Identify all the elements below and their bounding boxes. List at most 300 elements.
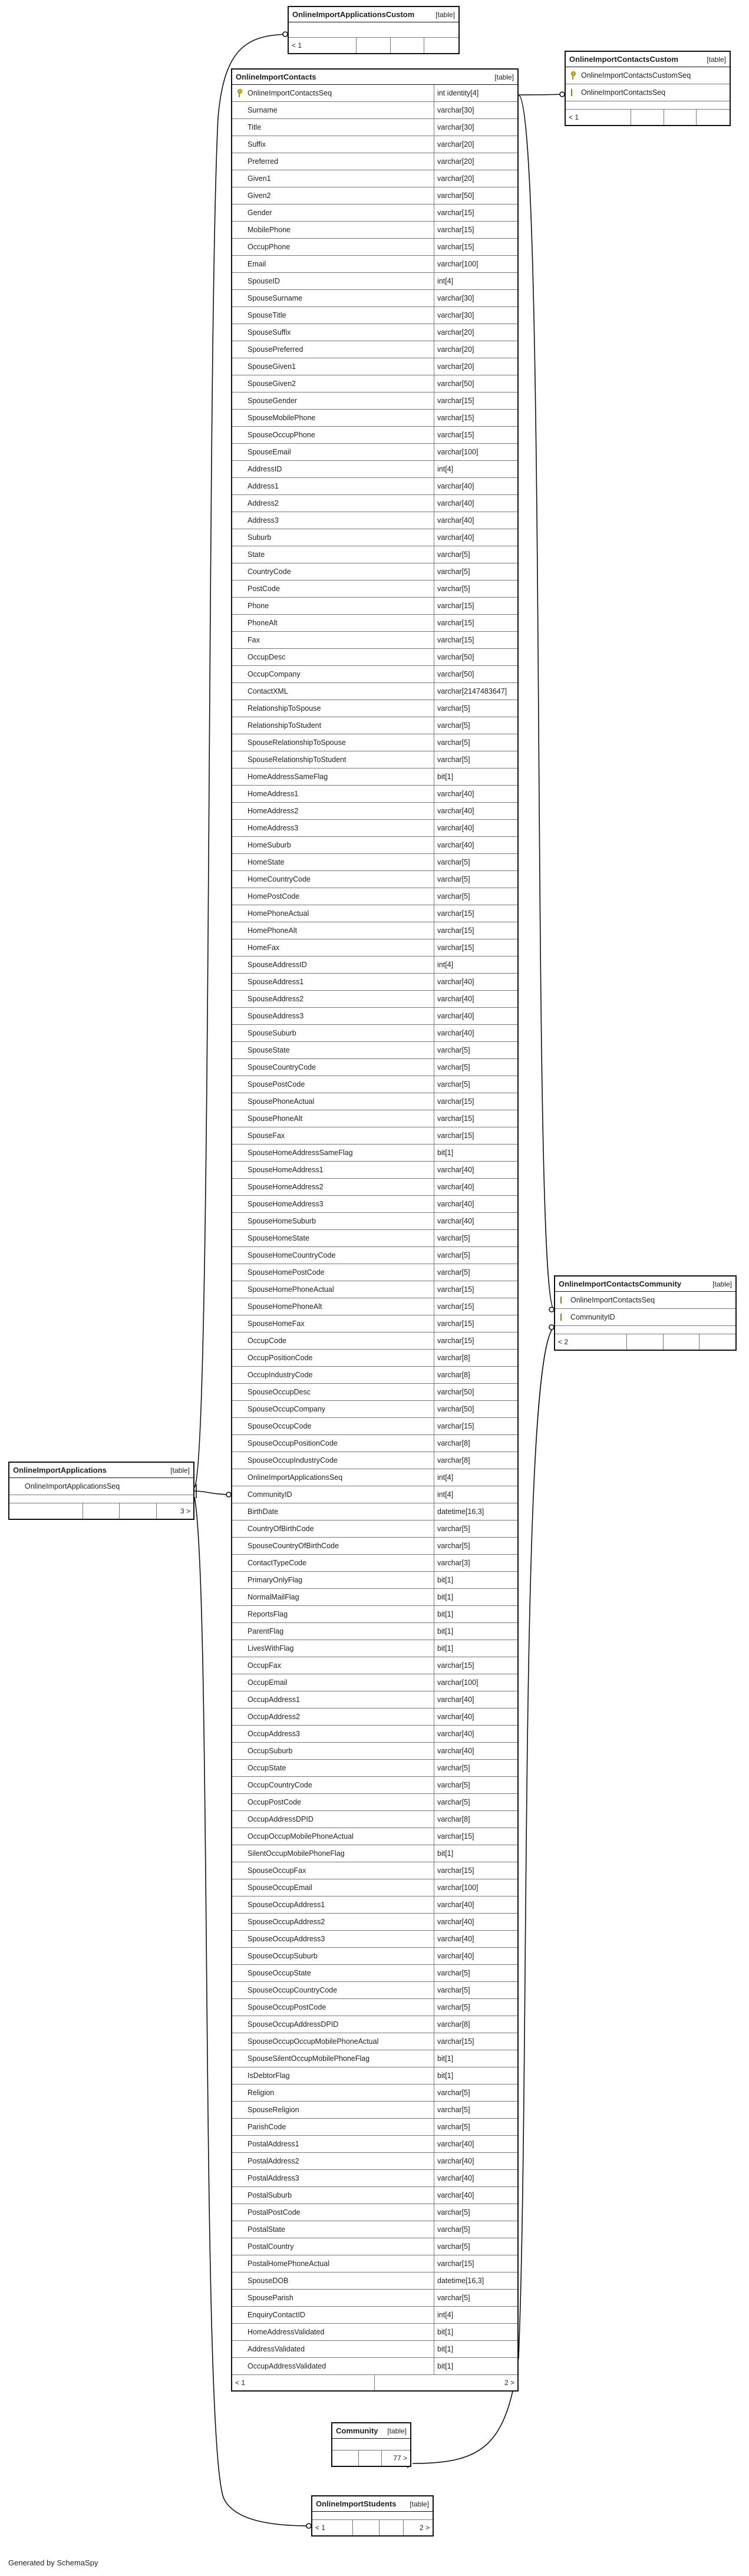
table-row[interactable] [232, 1367, 517, 1384]
table-row[interactable] [232, 495, 517, 512]
table-row[interactable] [232, 1503, 517, 1520]
table-footer [332, 2450, 410, 2466]
column-name: OccupCode [248, 1337, 287, 1345]
column-name: Address2 [248, 499, 279, 507]
column-name: HomePhoneActual [248, 909, 309, 918]
table-title[interactable]: OnlineImportContactsCustom [569, 55, 678, 64]
footer-cell [699, 1334, 735, 1350]
column-type: varchar[15] [434, 2033, 517, 2050]
column-type: varchar[40] [434, 1179, 517, 1195]
table-row[interactable] [232, 2221, 517, 2238]
table-row[interactable] [232, 1572, 517, 1589]
table-row[interactable] [232, 1691, 517, 1708]
column-name: CountryOfBirthCode [248, 1525, 314, 1533]
column-type: varchar[5] [434, 2221, 517, 2238]
table-row[interactable] [232, 1811, 517, 1828]
column-type: varchar[15] [434, 392, 517, 409]
table-row[interactable] [232, 358, 517, 375]
column-type: varchar[100] [434, 256, 517, 272]
column-name: OnlineImportContactsSeq [248, 89, 332, 97]
column-name: OccupState [248, 1764, 286, 1772]
column-type: varchar[15] [434, 615, 517, 631]
table-row[interactable] [232, 1213, 517, 1230]
edge-end-marker [560, 92, 565, 97]
column-name: SpousePhoneActual [248, 1097, 315, 1106]
column-name: OnlineImportApplicationsSeq [25, 1482, 120, 1490]
column-name: HomeAddress2 [248, 807, 299, 815]
column-name: OccupPostCode [248, 1798, 302, 1806]
column-type: int[4] [434, 461, 517, 477]
table-row[interactable] [232, 1179, 517, 1196]
table-row[interactable] [232, 1743, 517, 1760]
table-row[interactable] [232, 2170, 517, 2187]
table-title[interactable]: OnlineImportContactsCommunity [559, 1279, 682, 1288]
table-row[interactable] [232, 1982, 517, 1999]
column-name: OccupPositionCode [248, 1354, 313, 1362]
table-online-import-contacts-community[interactable] [554, 1275, 737, 1351]
footer-parent-count[interactable]: < 1 [232, 2375, 375, 2390]
table-row[interactable] [232, 1862, 517, 1879]
column-type: varchar[40] [434, 2170, 517, 2186]
table-row[interactable] [232, 1042, 517, 1059]
column-type: varchar[40] [434, 1743, 517, 1759]
column-name: PhoneAlt [248, 619, 278, 627]
column-name: HomeSuburb [248, 841, 291, 849]
column-type: varchar[40] [434, 1025, 517, 1041]
table-row[interactable] [232, 2016, 517, 2033]
column-type: varchar[8] [434, 1452, 517, 1469]
table-row[interactable] [232, 2102, 517, 2119]
column-name: SpouseOccupCode [248, 1422, 312, 1430]
column-type: varchar[5] [434, 1777, 517, 1793]
table-row[interactable] [232, 546, 517, 563]
table-row[interactable] [232, 1589, 517, 1606]
column-name: HomeAddress1 [248, 790, 299, 798]
column-name: SpouseCountryCode [248, 1063, 316, 1071]
table-footer [566, 110, 730, 125]
footer-cell [380, 2520, 404, 2535]
table-kind: [table] [494, 72, 514, 81]
table-row[interactable] [232, 410, 517, 427]
column-type: bit[1] [434, 2324, 517, 2340]
column-type: varchar[2147483647] [434, 683, 517, 700]
column-name: Suffix [248, 140, 266, 149]
column-type: varchar[40] [434, 1931, 517, 1947]
table-row[interactable] [232, 1486, 517, 1503]
table-row[interactable] [232, 734, 517, 751]
table-row[interactable] [232, 136, 517, 153]
table-kind: [table] [170, 1466, 190, 1475]
column-type: varchar[40] [434, 803, 517, 819]
table-online-import-contacts-custom[interactable] [565, 51, 731, 126]
table-row[interactable] [232, 2119, 517, 2136]
table-row[interactable] [232, 1777, 517, 1794]
table-row[interactable] [232, 1315, 517, 1332]
column-name: IsDebtorFlag [248, 2072, 290, 2080]
column-name: ContactXML [248, 687, 288, 695]
table-row[interactable] [232, 102, 517, 119]
column-type: varchar[20] [434, 136, 517, 153]
column-type: varchar[5] [434, 1965, 517, 1981]
column-type: varchar[15] [434, 239, 517, 255]
column-type: varchar[40] [434, 1896, 517, 1913]
table-row[interactable] [232, 683, 517, 700]
column-type: varchar[15] [434, 905, 517, 922]
table-row[interactable] [232, 1196, 517, 1213]
table-community[interactable] [331, 2422, 411, 2467]
footer-cell [9, 1503, 83, 1519]
table-row[interactable] [232, 1538, 517, 1555]
table-row[interactable] [232, 1965, 517, 1982]
column-type: varchar[15] [434, 1418, 517, 1434]
table-row[interactable] [232, 905, 517, 922]
table-row[interactable] [232, 1948, 517, 1965]
table-online-import-applications-custom[interactable] [288, 6, 460, 54]
table-row[interactable] [232, 786, 517, 803]
table-row[interactable] [232, 170, 517, 187]
column-name: ContactTypeCode [248, 1559, 307, 1567]
column-type: varchar[15] [434, 1281, 517, 1298]
table-row[interactable] [232, 444, 517, 461]
column-type: bit[1] [434, 1640, 517, 1657]
column-name: PostalSuburb [248, 2191, 292, 2199]
column-type: varchar[40] [434, 837, 517, 853]
table-row[interactable] [232, 956, 517, 974]
column-name: SpouseOccupAddress1 [248, 1901, 325, 1909]
table-row[interactable] [232, 1162, 517, 1179]
table-row[interactable] [232, 1708, 517, 1726]
table-row[interactable] [9, 1478, 193, 1495]
table-row[interactable] [232, 820, 517, 837]
table-row[interactable] [232, 2341, 517, 2358]
column-type: varchar[40] [434, 1691, 517, 1708]
column-name: HomePhoneAlt [248, 926, 298, 935]
table-row[interactable] [232, 1076, 517, 1093]
column-name: SpouseAddress3 [248, 1012, 304, 1020]
table-online-import-contacts[interactable] [231, 68, 519, 2392]
table-row[interactable] [232, 307, 517, 324]
table-row[interactable] [232, 1794, 517, 1811]
column-type: varchar[40] [434, 974, 517, 990]
table-row[interactable] [232, 205, 517, 222]
column-type: int[4] [434, 956, 517, 973]
column-type: varchar[8] [434, 1350, 517, 1366]
table-row[interactable] [232, 1896, 517, 1914]
column-type: varchar[40] [434, 495, 517, 512]
footer-cell [631, 110, 664, 125]
table-row[interactable] [232, 1025, 517, 1042]
table-row[interactable] [566, 67, 730, 84]
column-name: SpouseCountryOfBirthCode [248, 1542, 339, 1550]
table-row[interactable] [232, 1879, 517, 1896]
column-name: SpouseEmail [248, 448, 291, 456]
column-type: varchar[15] [434, 1828, 517, 1845]
table-title[interactable]: Community [336, 2426, 378, 2435]
table-row[interactable] [232, 563, 517, 580]
table-row[interactable] [232, 1760, 517, 1777]
footer-cell [357, 38, 391, 53]
footer-parent-count[interactable]: < 1 [566, 110, 631, 125]
column-type: varchar[5] [434, 1999, 517, 2016]
footer-cell [697, 110, 730, 125]
table-row[interactable] [232, 478, 517, 495]
table-row[interactable] [232, 119, 517, 136]
column-name: PostalCountry [248, 2242, 294, 2251]
table-row[interactable] [232, 1332, 517, 1350]
table-row[interactable] [232, 375, 517, 392]
table-row[interactable] [232, 2067, 517, 2084]
table-row[interactable] [232, 717, 517, 734]
table-row[interactable] [232, 187, 517, 205]
column-type: varchar[5] [434, 1247, 517, 1264]
table-header [312, 2496, 433, 2512]
table-row[interactable] [232, 2272, 517, 2290]
table-row[interactable] [232, 1640, 517, 1657]
column-name: SpouseTitle [248, 311, 286, 319]
column-type: varchar[15] [434, 1298, 517, 1315]
column-name: OccupAddress3 [248, 1730, 300, 1738]
column-type: varchar[30] [434, 290, 517, 306]
table-row[interactable] [232, 888, 517, 905]
column-type: varchar[50] [434, 649, 517, 665]
footer-child-count[interactable]: 3 > [180, 1507, 190, 1515]
table-row[interactable] [232, 512, 517, 529]
table-row[interactable] [232, 1093, 517, 1110]
table-row[interactable] [232, 1914, 517, 1931]
table-title[interactable]: OnlineImportContacts [236, 72, 316, 81]
table-row[interactable] [232, 2307, 517, 2324]
table-row[interactable] [232, 1059, 517, 1076]
table-row[interactable] [232, 1298, 517, 1315]
column-name: SpouseDOB [248, 2277, 289, 2285]
column-name: HomeState [248, 858, 285, 866]
table-row[interactable] [232, 837, 517, 854]
table-row[interactable] [555, 1309, 735, 1326]
foreign-key-icon [571, 89, 575, 96]
table-row[interactable] [232, 854, 517, 871]
column-type: varchar[20] [434, 358, 517, 375]
table-row-empty [566, 101, 730, 110]
column-type: varchar[40] [434, 786, 517, 802]
table-row[interactable] [232, 991, 517, 1008]
column-type: varchar[5] [434, 888, 517, 905]
footer-child-count[interactable]: 77 > [393, 2454, 407, 2462]
column-name: HomeAddressValidated [248, 2328, 325, 2336]
table-row[interactable] [232, 1144, 517, 1162]
table-row[interactable] [232, 2255, 517, 2272]
column-name: HomeAddress3 [248, 824, 299, 832]
column-name: SpouseAddressID [248, 961, 307, 969]
column-name: ReportsFlag [248, 1610, 288, 1618]
column-name: OccupFax [248, 1661, 281, 1670]
edge-end-marker [306, 2524, 311, 2528]
column-name: State [248, 550, 265, 559]
footer-cell [424, 38, 458, 53]
table-row[interactable] [232, 2324, 517, 2341]
table-row[interactable] [232, 1726, 517, 1743]
table-row[interactable] [232, 1520, 517, 1538]
footer-child-count[interactable]: 2 > [504, 2379, 514, 2387]
table-title[interactable]: OnlineImportApplicationsCustom [292, 10, 415, 19]
table-row[interactable] [232, 153, 517, 170]
column-name: Religion [248, 2089, 275, 2097]
column-name: OccupAddressValidated [248, 2362, 326, 2370]
column-type: varchar[40] [434, 991, 517, 1007]
column-type: varchar[15] [434, 1332, 517, 1349]
table-row[interactable] [232, 1418, 517, 1435]
column-name: HomeCountryCode [248, 875, 311, 883]
table-row[interactable] [555, 1292, 735, 1309]
column-name: OnlineImportApplicationsSeq [248, 1473, 343, 1482]
table-row[interactable] [232, 2033, 517, 2050]
column-type: varchar[5] [434, 563, 517, 580]
table-row[interactable] [232, 1264, 517, 1281]
table-row[interactable] [232, 1247, 517, 1264]
table-title[interactable]: OnlineImportStudents [316, 2499, 397, 2508]
column-type: varchar[5] [434, 546, 517, 563]
table-row[interactable] [232, 1008, 517, 1025]
table-row[interactable] [232, 1230, 517, 1247]
table-title[interactable]: OnlineImportApplications [13, 1466, 107, 1475]
table-row[interactable] [232, 2358, 517, 2375]
table-row[interactable] [232, 1281, 517, 1298]
table-row[interactable] [232, 768, 517, 786]
table-row[interactable] [232, 751, 517, 768]
table-row[interactable] [232, 1555, 517, 1572]
table-row[interactable] [232, 2238, 517, 2255]
column-name: SpouseOccupPostCode [248, 2003, 326, 2011]
column-name: Surname [248, 106, 278, 114]
table-row[interactable] [232, 2187, 517, 2204]
column-type: varchar[40] [434, 512, 517, 529]
footer-child-count[interactable]: 2 > [419, 2524, 430, 2532]
table-row[interactable] [232, 649, 517, 666]
table-row[interactable] [232, 1931, 517, 1948]
table-row[interactable] [232, 871, 517, 888]
table-row[interactable] [232, 1469, 517, 1486]
table-row[interactable] [232, 2084, 517, 2102]
table-row[interactable] [566, 84, 730, 101]
table-online-import-students[interactable] [311, 2495, 434, 2537]
table-row[interactable] [232, 529, 517, 546]
column-type: varchar[15] [434, 1862, 517, 1879]
table-row[interactable] [232, 1435, 517, 1452]
column-type: bit[1] [434, 1845, 517, 1862]
column-name: OccupAddressDPID [248, 1815, 314, 1823]
column-name: OccupAddress1 [248, 1696, 300, 1704]
table-row[interactable] [232, 1606, 517, 1623]
table-row[interactable] [232, 85, 517, 102]
column-type: varchar[5] [434, 1059, 517, 1076]
footer-cell [359, 2450, 382, 2466]
table-row[interactable] [232, 1999, 517, 2016]
column-type: varchar[8] [434, 1811, 517, 1828]
table-row[interactable] [232, 1127, 517, 1144]
table-row[interactable] [232, 273, 517, 290]
table-row[interactable] [232, 427, 517, 444]
table-row[interactable] [232, 700, 517, 717]
table-row[interactable] [232, 632, 517, 649]
table-row[interactable] [232, 598, 517, 615]
column-name: OccupEmail [248, 1678, 288, 1687]
table-row[interactable] [232, 2136, 517, 2153]
column-name: SpouseHomePhoneAlt [248, 1302, 322, 1311]
column-name: SpouseHomeAddress2 [248, 1183, 324, 1191]
table-footer [9, 1503, 193, 1519]
table-row[interactable] [232, 974, 517, 991]
table-row[interactable] [232, 939, 517, 956]
column-name: SpouseOccupEmail [248, 1884, 312, 1892]
footer-parent-count[interactable]: < 2 [555, 1334, 627, 1350]
table-row[interactable] [232, 922, 517, 939]
column-type: varchar[40] [434, 1196, 517, 1212]
table-row[interactable] [232, 341, 517, 358]
footer-parent-count[interactable]: < 1 [312, 2520, 353, 2535]
table-row[interactable] [232, 1657, 517, 1674]
column-name: OccupCountryCode [248, 1781, 312, 1789]
table-row[interactable] [232, 324, 517, 341]
table-row[interactable] [232, 2050, 517, 2067]
foreign-key-icon [560, 1314, 565, 1321]
table-row[interactable] [232, 1384, 517, 1401]
table-row[interactable] [232, 2290, 517, 2307]
table-row[interactable] [232, 461, 517, 478]
column-name: SpouseHomeAddress3 [248, 1200, 324, 1208]
table-row[interactable] [232, 1452, 517, 1469]
table-row[interactable] [232, 580, 517, 598]
table-row[interactable] [232, 239, 517, 256]
column-type: varchar[5] [434, 1230, 517, 1246]
table-row[interactable] [232, 1350, 517, 1367]
edge-end-marker [283, 32, 288, 37]
column-type: varchar[5] [434, 1076, 517, 1093]
table-online-import-applications[interactable] [8, 1462, 194, 1520]
column-name: HomeAddressSameFlag [248, 773, 328, 781]
column-name: OccupDesc [248, 653, 286, 661]
column-name: SpouseAddress1 [248, 978, 304, 986]
table-row[interactable] [232, 290, 517, 307]
table-row[interactable] [232, 2204, 517, 2221]
table-row[interactable] [232, 803, 517, 820]
table-row[interactable] [232, 1401, 517, 1418]
table-footer [312, 2520, 433, 2535]
column-name: Phone [248, 602, 269, 610]
table-row[interactable] [232, 1845, 517, 1862]
column-type: varchar[100] [434, 444, 517, 460]
table-row[interactable] [232, 222, 517, 239]
footer-parent-count[interactable]: < 1 [289, 38, 357, 53]
column-name: HomePostCode [248, 892, 300, 901]
column-name: SpouseHomeFax [248, 1320, 305, 1328]
table-row[interactable] [232, 1110, 517, 1127]
table-row[interactable] [232, 1674, 517, 1691]
table-row[interactable] [232, 615, 517, 632]
column-type: varchar[5] [434, 1538, 517, 1554]
edge-contacts-to-contacts-community [519, 95, 554, 1310]
column-type: varchar[5] [434, 717, 517, 734]
table-row[interactable] [232, 1828, 517, 1845]
column-type: bit[1] [434, 2067, 517, 2084]
table-row[interactable] [232, 1623, 517, 1640]
table-row[interactable] [232, 2153, 517, 2170]
footer-cell [664, 110, 697, 125]
column-name: PostalPostCode [248, 2208, 301, 2217]
table-row[interactable] [232, 392, 517, 410]
table-row[interactable] [232, 666, 517, 683]
column-name: SpouseGiven1 [248, 362, 296, 371]
column-name: Given2 [248, 192, 271, 200]
table-row[interactable] [232, 256, 517, 273]
